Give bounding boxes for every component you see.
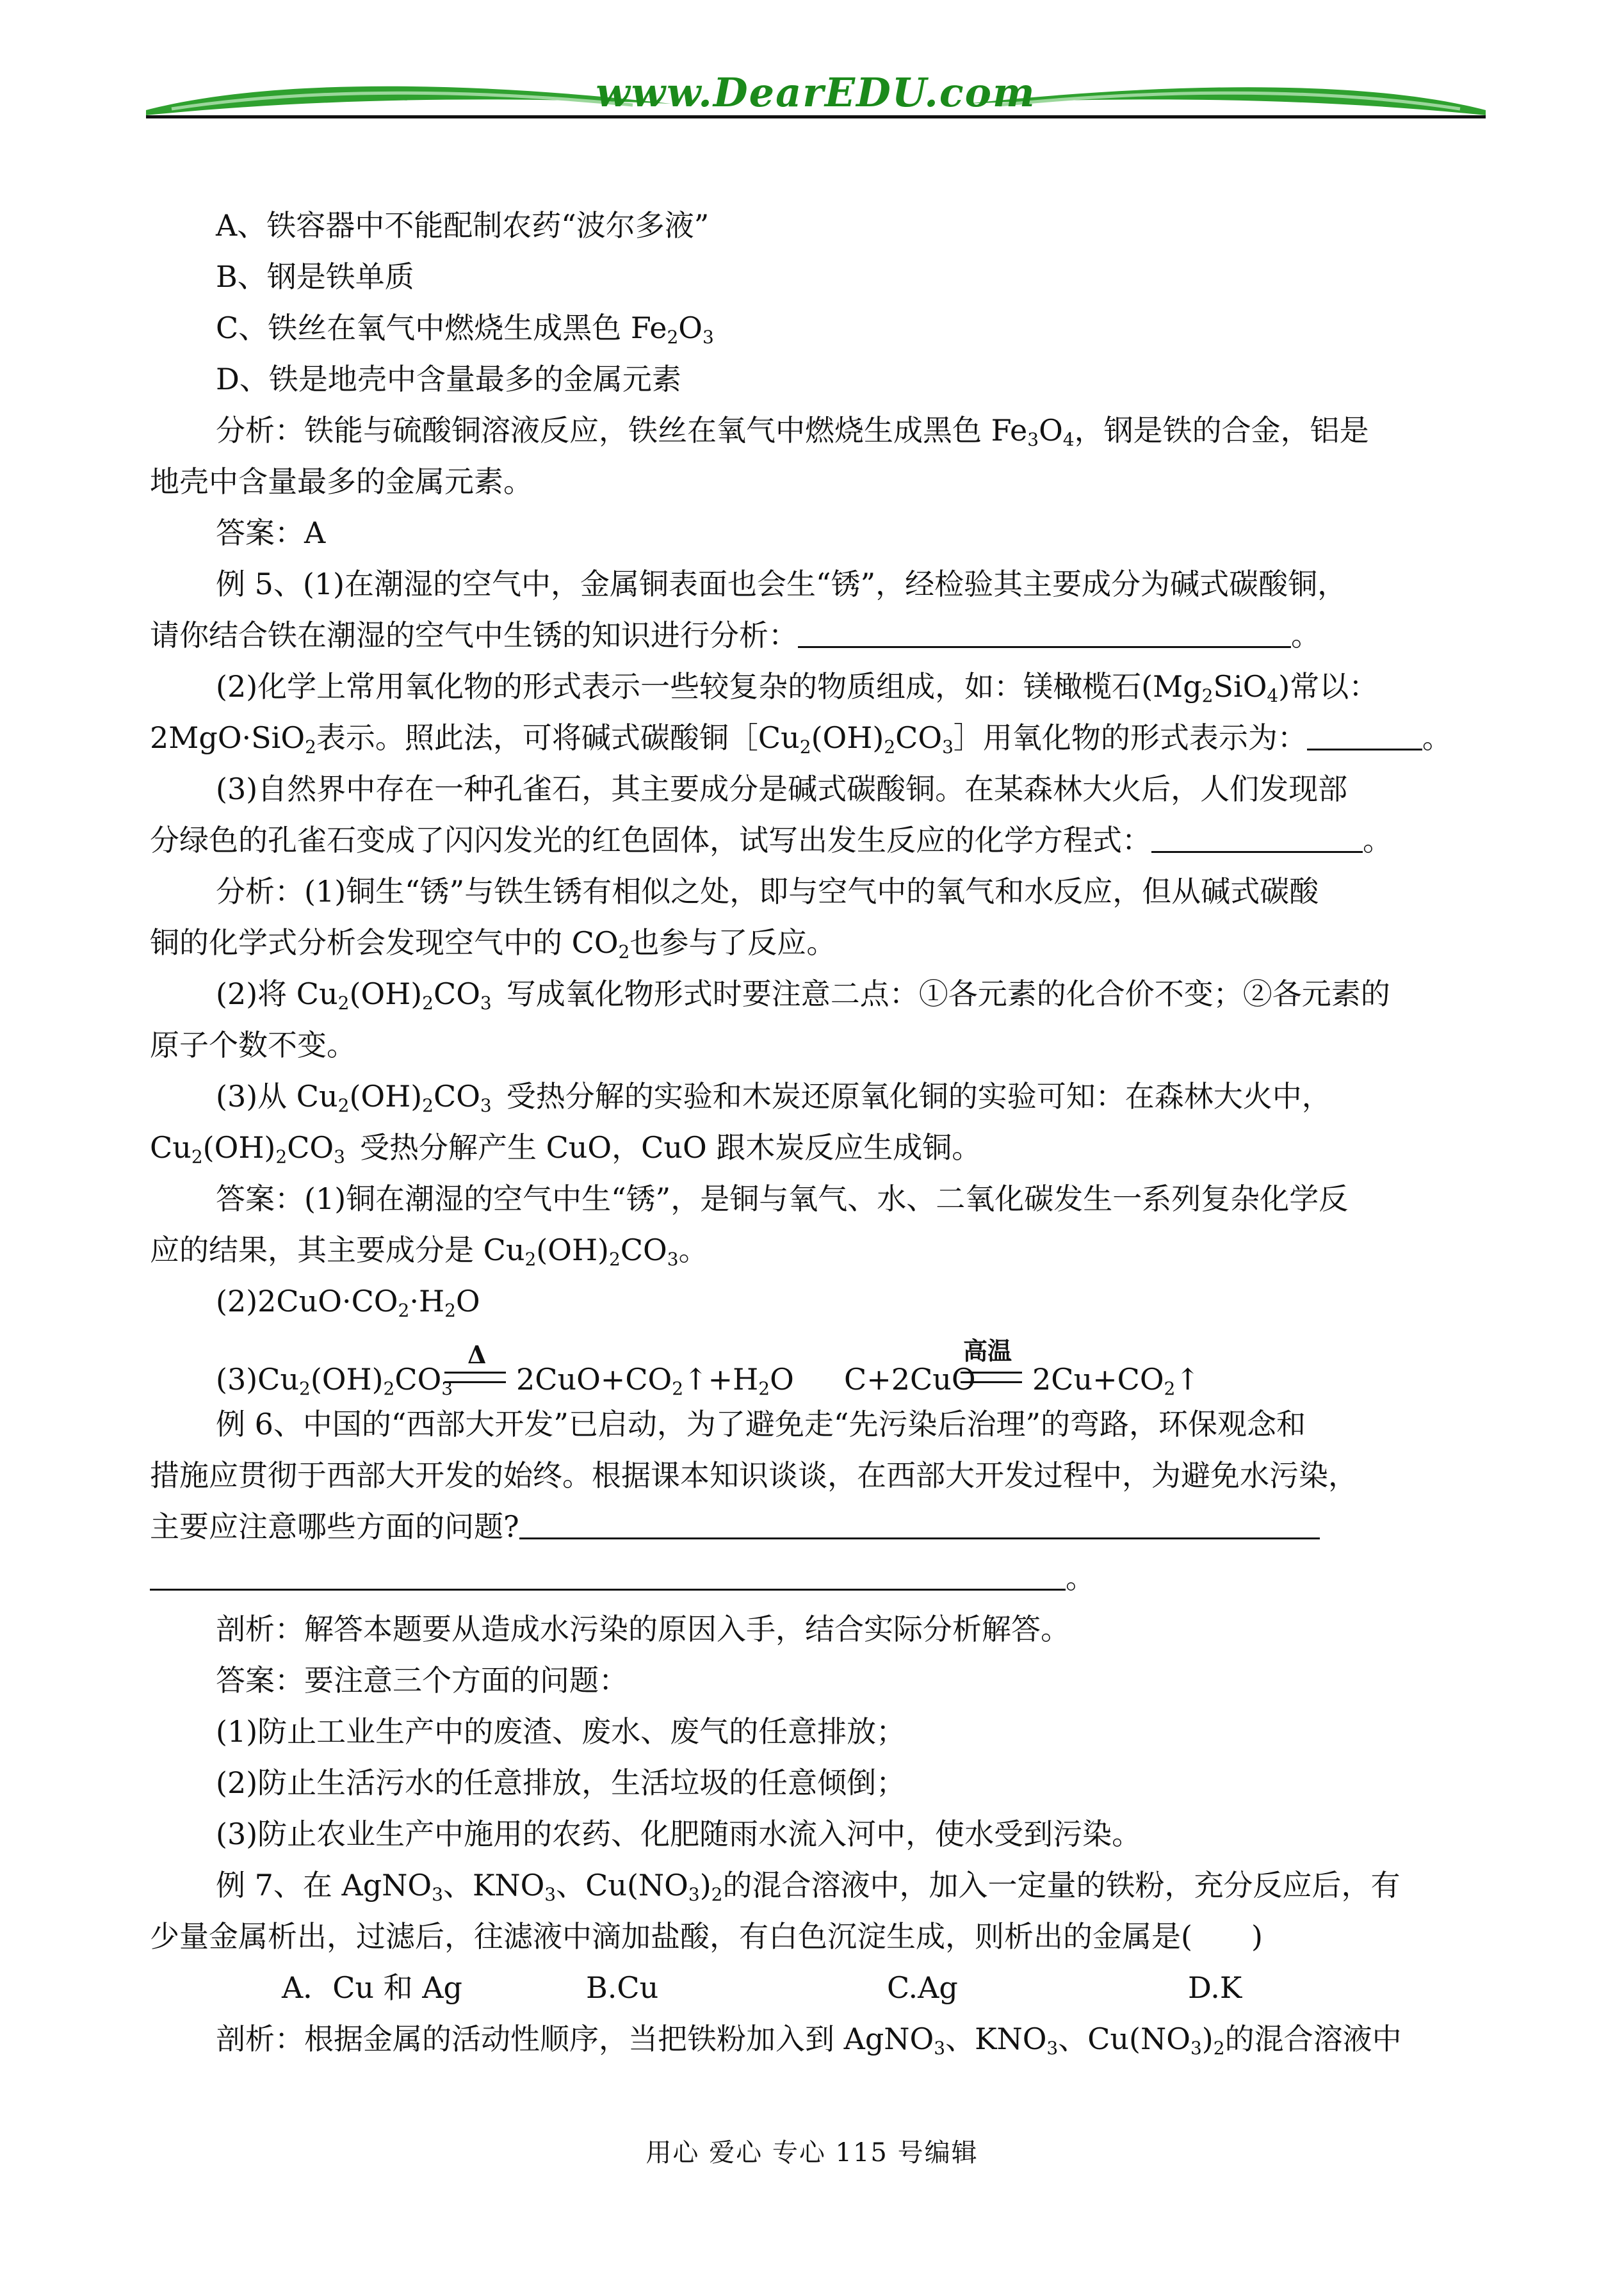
q6-line1: 例 6、中国的“西部大开发”已启动，为了避免走“先污染后治理”的弯路，环保观念和 (216, 1407, 1306, 1441)
site-logo-text: www.DearEDU.com (596, 69, 1036, 116)
q5-analysis1-line2: 铜的化学式分析会发现空气中的 $CO_2$也参与了反应。 (150, 925, 836, 962)
page-footer: 用心 爱心 专心 115 号编辑 (646, 2138, 978, 2168)
q6-answer-item-1: (1)防止工业生产中的废渣、废水、废气的任意排放； (216, 1714, 906, 1749)
q5-part1-line1: 例 5、(1)在潮湿的空气中，金属铜表面也会生“锈”，经检验其主要成分为碱式碳酸铜， (216, 567, 1347, 601)
q5-answer3-equations (150, 1334, 1486, 1399)
q6-answer: 答案：要注意三个方面的问题： (216, 1663, 628, 1698)
q5-part3-line1: (3)自然界中存在一种孔雀石，其主要成分是碱式碳酸铜。在某森林大火后，人们发现部 (216, 772, 1348, 806)
q5-analysis3-line1: (3)从 $Cu_2(OH)_2CO_3$ 受热分解的实验和木炭还原氧化铜的实验可知：在森林大火中， (216, 1079, 1331, 1116)
equation-2-reactant: C+2CuO (844, 1362, 976, 1397)
q5-analysis2-line1: (2)将 $Cu_2(OH)_2CO_3$ 写成氧化物形式时要注意二点：①各元素的化合价不变；②各元素的 (216, 977, 1390, 1014)
q4-option-c: C、铁丝在氧气中燃烧生成黑色 $Fe_2O_3$ (216, 311, 714, 348)
answer-blank[interactable] (519, 1511, 1320, 1539)
q5-part2-line2: 2MgO·SiO$_2$表示。照此法，可将碱式碳酸铜$[Cu_2(OH)_2CO_3]$用氧化物的形式表示为： 。 (150, 720, 1452, 758)
q4-option-d: D、铁是地壳中含量最多的金属元素 (216, 362, 681, 396)
q7-options (150, 1962, 1486, 2013)
q7-option-d[interactable]: D.K (1188, 1970, 1242, 2005)
q4-analysis-line2: 地壳中含量最多的金属元素。 (150, 464, 533, 499)
q7-option-b[interactable]: B.Cu (586, 1970, 659, 2005)
main-content (150, 200, 1486, 2064)
q5-answer2: $(2)2CuO\cdot CO_2\cdot H_2O$ (216, 1284, 480, 1321)
answer-blank[interactable] (1151, 824, 1363, 853)
q6-answer-item-2: (2)防止生活污水的任意排放，生活垃圾的任意倾倒； (216, 1765, 906, 1800)
q7-line1: 例 7、在 AgNO$_3$、$KNO_3$、$Cu(NO_3)_2$的混合溶液中，加入一定量的铁粉，充分反应后，有 (216, 1868, 1401, 1905)
q6-line2: 措施应贯彻于西部大开发的始终。根据课本知识谈谈，在西部大开发过程中，为避免水污染， (150, 1458, 1358, 1493)
q5-analysis3-line2: $Cu_2(OH)_2CO_3$ 受热分解产生 CuO，CuO 跟木炭反应生成铜。 (150, 1130, 982, 1167)
q4-analysis-line1: 分析：铁能与硫酸铜溶液反应，铁丝在氧气中燃烧生成黑色 $Fe_3O_4$，钢是铁的合金，铝是 (216, 413, 1369, 450)
q7-analysis: 剖析：根据金属的活动性顺序，当把铁粉加入到 AgNO$_3$、$KNO_3$、$Cu(NO_3)_2$的混合溶液中 (216, 2022, 1402, 2059)
q4-option-b: B、钢是铁单质 (216, 259, 414, 294)
q6-line3: 主要应注意哪些方面的问题? (150, 1501, 1486, 1552)
answer-blank[interactable] (1307, 722, 1422, 750)
q5-part2-line1: (2)化学上常用氧化物的形式表示一些较复杂的物质组成，如：镁橄榄石$(Mg_2SiO_4)$常以： (216, 669, 1379, 706)
equation-2-products: $2Cu+CO_2↑$ (1032, 1362, 1200, 1399)
q7-option-a[interactable]: A．Cu 和 Ag (282, 1970, 462, 2005)
heat-condition: Δ (467, 1340, 487, 1369)
q6-answer-item-3: (3)防止农业生产中施用的农药、化肥随雨水流入河中，使水受到污染。 (216, 1817, 1142, 1851)
q4-answer: 答案：A (216, 515, 326, 550)
q6-analysis: 剖析：解答本题要从造成水污染的原因入手，结合实际分析解答。 (216, 1612, 1070, 1646)
q5-answer1-line2: 应的结果，其主要成分是 $Cu_2(OH)_2CO_3$。 (150, 1233, 708, 1270)
q7-option-c[interactable]: C.Ag (887, 1970, 958, 2005)
q5-answer1-line1: 答案：(1)铜在潮湿的空气中生“锈”，是铜与氧气、水、二氧化碳发生一系列复杂化学反 (216, 1181, 1349, 1216)
q6-line4: 。 (150, 1552, 1486, 1603)
answer-blank[interactable] (150, 1562, 1066, 1591)
answer-blank[interactable] (798, 619, 1291, 648)
q7-line2: 少量金属析出，过滤后，往滤液中滴加盐酸，有白色沉淀生成，则析出的金属是( ) (150, 1919, 1263, 1954)
q5-part1-line2: 请你结合铁在潮湿的空气中生锈的知识进行分析： 。 (150, 618, 1320, 653)
q4-option-a: A、铁容器中不能配制农药“波尔多液” (216, 208, 710, 243)
q5-analysis1-line1: 分析：(1)铜生“锈”与铁生锈有相似之处，即与空气中的氧气和水反应，但从碱式碳酸 (216, 874, 1319, 909)
equation-1-reactant: $(3)Cu_2(OH)_2CO_3$ (216, 1362, 453, 1399)
site-header (146, 64, 1486, 134)
equals-sign (961, 1372, 1022, 1383)
equation-1-products: $2CuO+CO_2↑+H_2O$ (516, 1362, 794, 1399)
q5-part3-line2: 分绿色的孔雀石变成了闪闪发光的红色固体，试写出发生反应的化学方程式： 。 (150, 823, 1392, 857)
q5-analysis2-line2: 原子个数不变。 (150, 1028, 356, 1062)
high-temperature-condition: 高温 (963, 1336, 1012, 1365)
equals-sign (444, 1372, 506, 1383)
